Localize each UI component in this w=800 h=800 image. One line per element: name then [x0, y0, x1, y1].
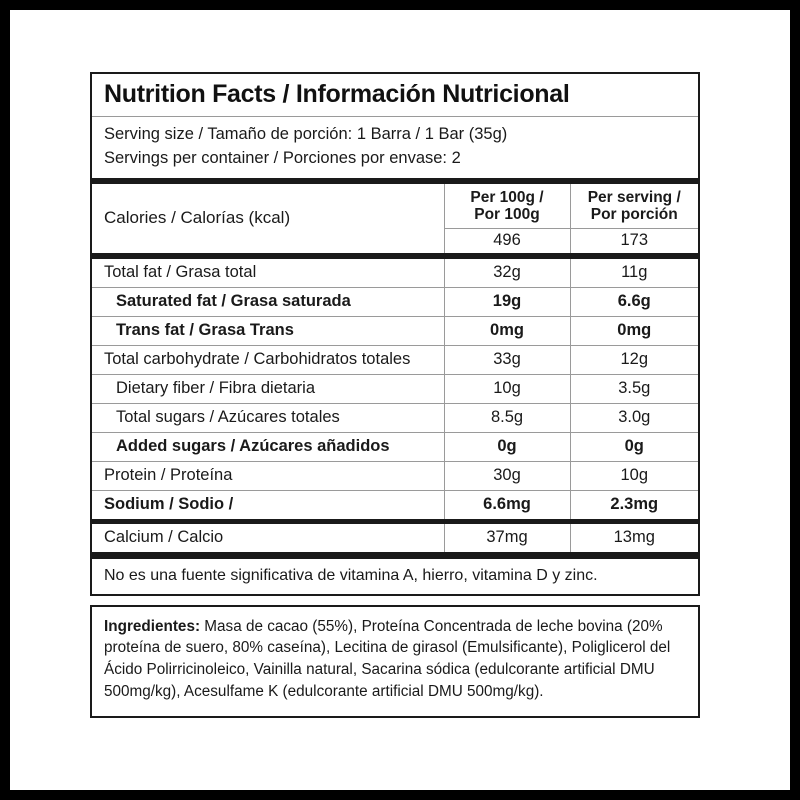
nutrient-name: Saturated fat / Grasa saturada	[92, 287, 444, 316]
nutrient-name: Dietary fiber / Fibra dietaria	[92, 374, 444, 403]
column-header-per-100g-line1: Per 100g /	[470, 188, 544, 206]
nutrient-per-serving: 10g	[570, 461, 698, 490]
table-row	[92, 345, 698, 374]
vitamin-note-text: No es una fuente significativa de vitamina A, hierro, vitamina D y zinc.	[104, 566, 598, 584]
nutrient-per-100g: 32g	[444, 259, 570, 288]
calories-per-serving: 173	[570, 228, 698, 253]
nutrient-name: Added sugars / Azúcares añadidos	[92, 432, 444, 461]
serving-size-text: Serving size / Tamaño de porción: 1 Barra / 1 Bar (35g)	[104, 125, 508, 143]
nutrient-per-serving: 6.6g	[570, 287, 698, 316]
divider-thick-note	[92, 552, 698, 557]
nutrient-per-100g: 6.6mg	[444, 490, 570, 519]
minerals-table	[92, 524, 698, 552]
nutrient-name: Calcium / Calcio	[104, 527, 224, 546]
title-row	[92, 74, 698, 117]
column-header-per-serving-line1: Per serving /	[587, 188, 681, 206]
table-row	[92, 259, 698, 288]
page-title: Nutrition Facts / Información Nutricional	[104, 80, 570, 108]
nutrient-per-serving: 0mg	[570, 316, 698, 345]
ingredients-text	[104, 616, 685, 703]
nutrient-name: Total carbohydrate / Carbohidratos totales	[92, 345, 444, 374]
nutrient-name: Protein / Proteína	[92, 461, 444, 490]
nutrient-per-100g: 0mg	[444, 316, 570, 345]
ingredients-body: Masa de cacao (55%), Proteína Concentrada de leche bovina (20% proteína de suero, 80% caseína), Lecitina de girasol (Emulsificante), Poliglicerol del Ácido Polirricinoleico, Vainilla natural, Sacarina sódica (edulcorante artificial DMU 500mg/kg), Acesulfame K (edulcorante artificial DMU 500mg/kg).	[104, 617, 671, 700]
table-row	[92, 287, 698, 316]
ingredients-heading: Ingredientes:	[104, 617, 201, 635]
nutrient-per-serving: 0g	[570, 432, 698, 461]
calories-header-row	[92, 184, 698, 228]
column-header-per-100g-line2: Por 100g	[474, 206, 540, 224]
ingredients-box	[90, 605, 700, 719]
calories-per-100g: 496	[444, 228, 570, 253]
nutrient-name: Sodium / Sodio /	[92, 490, 444, 519]
table-row	[92, 374, 698, 403]
nutrient-per-100g: 30g	[444, 461, 570, 490]
nutrient-name: Trans fat / Grasa Trans	[92, 316, 444, 345]
nutrients-rows	[92, 259, 698, 519]
column-header-per-serving-line2: Por porción	[590, 206, 678, 224]
nutrient-per-serving: 13mg	[570, 524, 698, 552]
nutrient-name: Total fat / Grasa total	[104, 262, 257, 281]
table-row	[92, 524, 698, 552]
nutrient-per-100g: 8.5g	[444, 403, 570, 432]
serving-info	[92, 117, 698, 178]
nutrient-per-serving: 2.3mg	[570, 490, 698, 519]
nutrient-per-serving: 11g	[570, 259, 698, 288]
nutrient-per-serving: 3.5g	[570, 374, 698, 403]
table-row	[92, 316, 698, 345]
nutrition-facts-box	[90, 72, 700, 559]
calories-label: Calories / Calorías (kcal)	[104, 208, 291, 228]
vitamin-note-box	[90, 559, 700, 596]
nutrients-table	[92, 259, 698, 519]
calories-table	[92, 184, 698, 253]
nutrient-per-serving: 12g	[570, 345, 698, 374]
table-row	[92, 490, 698, 519]
nutrition-label	[90, 72, 700, 718]
column-header-per-serving	[570, 184, 698, 228]
nutrient-per-100g: 10g	[444, 374, 570, 403]
table-row	[92, 461, 698, 490]
nutrient-per-100g: 33g	[444, 345, 570, 374]
label-page	[10, 10, 790, 790]
nutrient-per-100g: 19g	[444, 287, 570, 316]
nutrient-per-serving: 3.0g	[570, 403, 698, 432]
servings-per-container-text: Servings per container / Porciones por envase: 2	[104, 148, 461, 167]
table-row	[92, 403, 698, 432]
nutrient-per-100g: 37mg	[444, 524, 570, 552]
nutrient-per-100g: 0g	[444, 432, 570, 461]
table-row	[92, 432, 698, 461]
nutrient-name: Total sugars / Azúcares totales	[92, 403, 444, 432]
column-header-per-100g	[444, 184, 570, 228]
